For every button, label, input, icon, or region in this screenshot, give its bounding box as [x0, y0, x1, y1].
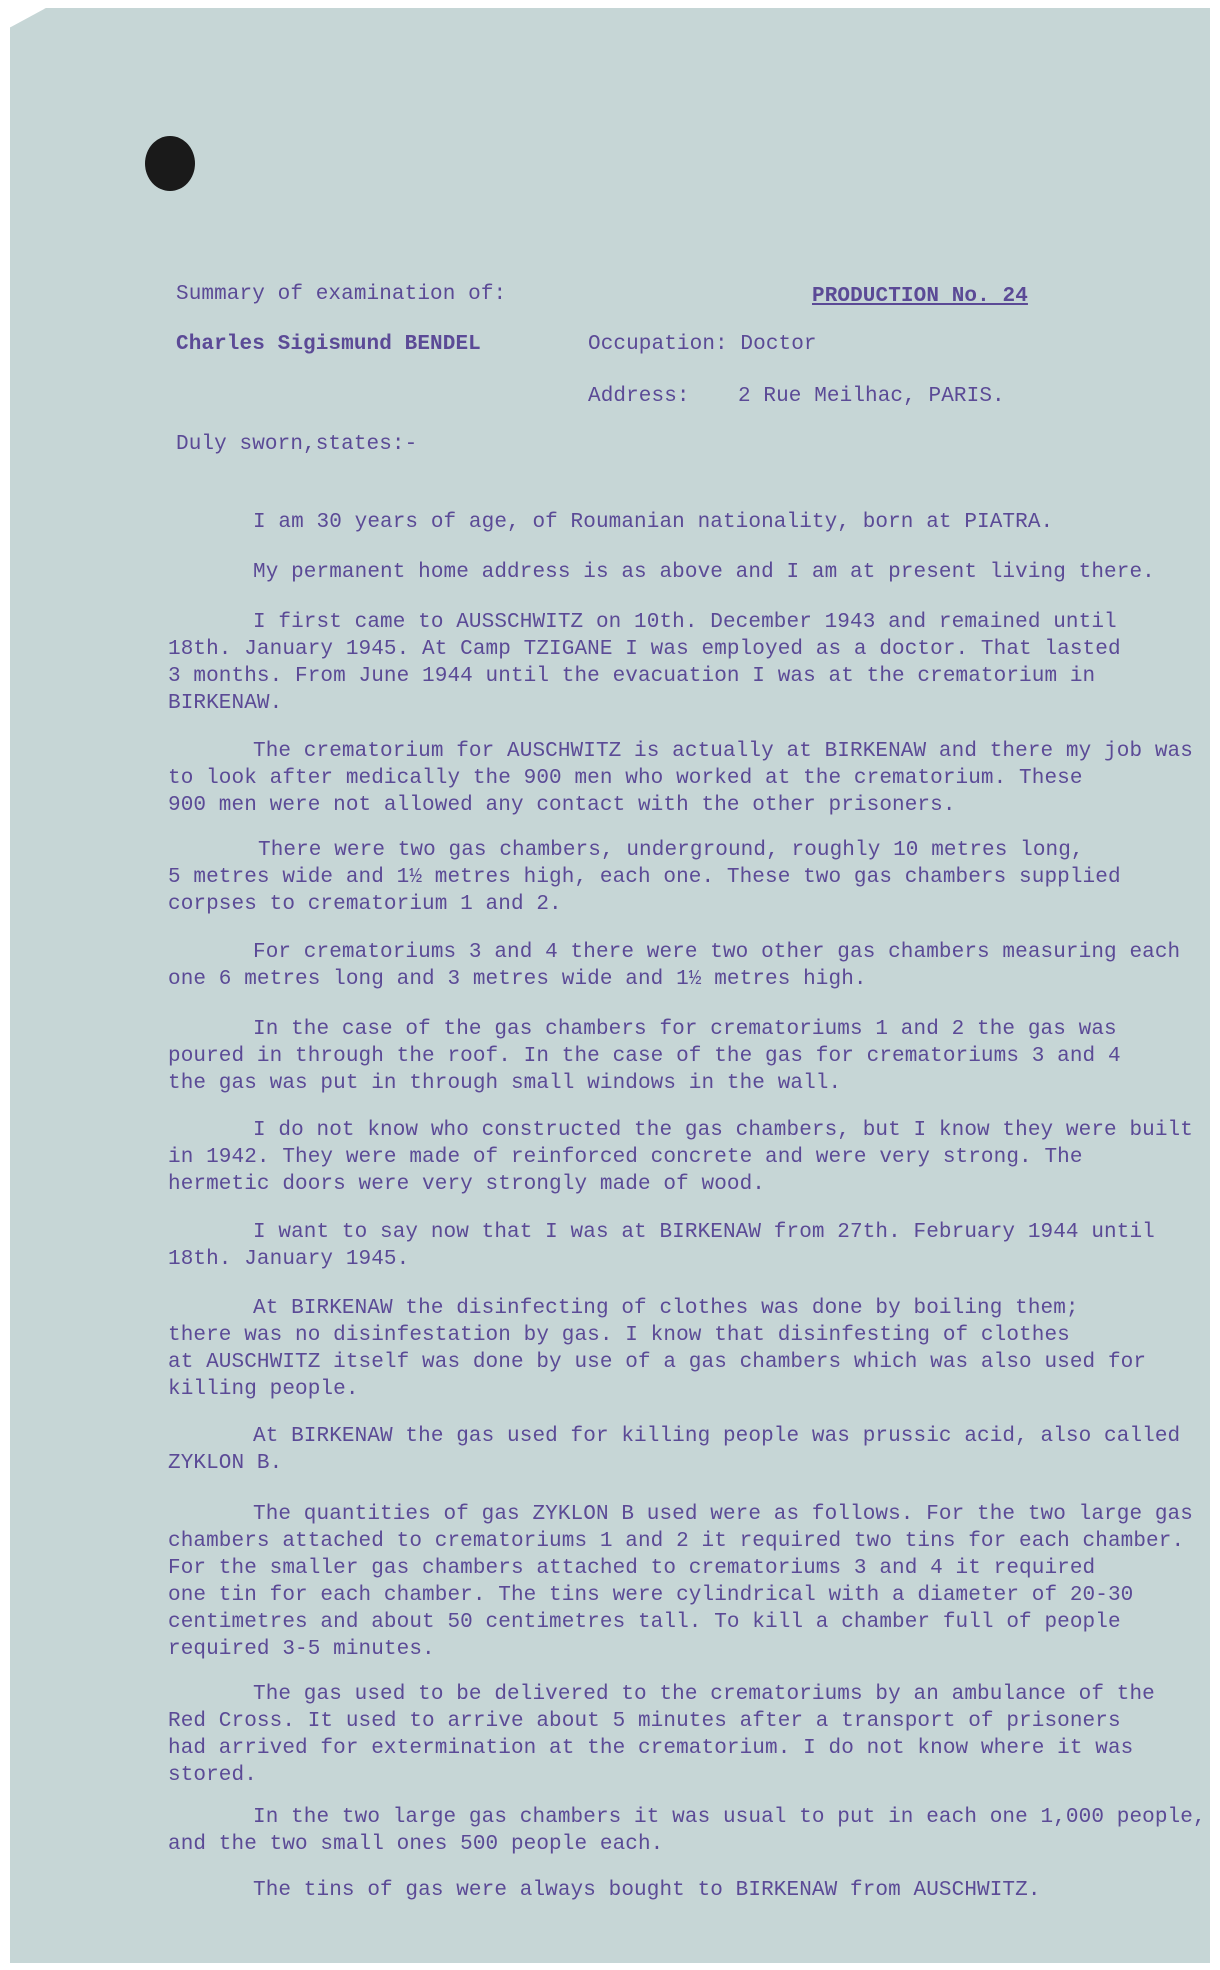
- production-number: PRODUCTION No. 24: [812, 285, 1028, 308]
- paragraph-line: corpses to crematorium 1 and 2.: [168, 893, 562, 916]
- summary-label: Summary of examination of:: [176, 283, 507, 306]
- paragraph-line: one 6 metres long and 3 metres wide and 1½ metres high.: [168, 968, 867, 991]
- paragraph-line: had arrived for extermination at the crematorium. I do not know where it was: [168, 1737, 1134, 1760]
- paragraph-line: There were two gas chambers, underground, roughly 10 metres long,: [258, 839, 1084, 862]
- paragraph-line: killing people.: [168, 1378, 359, 1401]
- paragraph-line: there was no disinfestation by gas. I know that disinfesting of clothes: [168, 1324, 1070, 1347]
- paragraph-line: I do not know who constructed the gas chambers, but I know they were built: [253, 1119, 1193, 1142]
- paragraph-line: one tin for each chamber. The tins were cylindrical with a diameter of 20-30: [168, 1584, 1134, 1607]
- paragraph-line: For the smaller gas chambers attached to crematoriums 3 and 4 it required: [168, 1557, 1096, 1580]
- paragraph-line: 18th. January 1945.: [168, 1248, 410, 1271]
- paragraph-line: to look after medically the 900 men who worked at the crematorium. These: [168, 767, 1083, 790]
- paragraph-line: required 3-5 minutes.: [168, 1638, 435, 1661]
- paragraph-line: BIRKENAW.: [168, 692, 283, 715]
- paragraph-line: I want to say now that I was at BIRKENAW from 27th. February 1944 until: [253, 1221, 1155, 1244]
- paragraph-line: At BIRKENAW the disinfecting of clothes was done by boiling them;: [253, 1297, 1079, 1320]
- paragraph-line: 3 months. From June 1944 until the evacuation I was at the crematorium in: [168, 665, 1096, 688]
- paragraph-line: centimetres and about 50 centimetres tall. To kill a chamber full of people: [168, 1611, 1121, 1634]
- paragraph-line: I am 30 years of age, of Roumanian nationality, born at PIATRA.: [253, 511, 1054, 534]
- paragraph-line: chambers attached to crematoriums 1 and 2 it required two tins for each chamber.: [168, 1530, 1185, 1553]
- paragraph-line: At BIRKENAW the gas used for killing people was prussic acid, also called: [253, 1425, 1181, 1448]
- paragraph-line: The tins of gas were always bought to BIRKENAW from AUSCHWITZ.: [253, 1879, 1041, 1902]
- paragraph-line: Red Cross. It used to arrive about 5 minutes after a transport of prisoners: [168, 1710, 1121, 1733]
- paragraph-line: 18th. January 1945. At Camp TZIGANE I was employed as a doctor. That lasted: [168, 638, 1121, 661]
- punch-hole-icon: [145, 136, 195, 191]
- paragraph-line: I first came to AUSSCHWITZ on 10th. December 1943 and remained until: [253, 611, 1117, 634]
- paragraph-line: 900 men were not allowed any contact with the other prisoners.: [168, 794, 956, 817]
- paragraph-line: stored.: [168, 1764, 257, 1787]
- paragraph-line: My permanent home address is as above and I am at present living there.: [253, 561, 1155, 584]
- paragraph-line: The gas used to be delivered to the crematoriums by an ambulance of the: [253, 1683, 1155, 1706]
- paragraph-line: hermetic doors were very strongly made of wood.: [168, 1173, 765, 1196]
- paragraph-line: 5 metres wide and 1½ metres high, each one. These two gas chambers supplied: [168, 866, 1121, 889]
- paragraph-line: In the case of the gas chambers for crematoriums 1 and 2 the gas was: [253, 1018, 1117, 1041]
- paragraph-line: in 1942. They were made of reinforced concrete and were very strong. The: [168, 1146, 1083, 1169]
- paragraph-line: and the two small ones 500 people each.: [168, 1833, 664, 1856]
- sworn-statement-intro: Duly sworn,states:-: [176, 433, 418, 456]
- paragraph-line: the gas was put in through small windows in the wall.: [168, 1072, 842, 1095]
- paragraph-line: The crematorium for AUSCHWITZ is actually at BIRKENAW and there my job was: [253, 740, 1193, 763]
- paragraph-line: at AUSCHWITZ itself was done by use of a gas chambers which was also used for: [168, 1351, 1147, 1374]
- paragraph-line: ZYKLON B.: [168, 1452, 283, 1475]
- address-value: 2 Rue Meilhac, PARIS.: [738, 385, 1005, 408]
- paragraph-line: For crematoriums 3 and 4 there were two other gas chambers measuring each: [253, 941, 1181, 964]
- witness-name: Charles Sigismund BENDEL: [176, 333, 481, 356]
- paragraph-line: In the two large gas chambers it was usual to put in each one 1,000 people,: [253, 1806, 1206, 1829]
- paragraph-line: The quantities of gas ZYKLON B used were as follows. For the two large gas: [253, 1503, 1193, 1526]
- address-label: Address:: [588, 385, 690, 408]
- paragraph-line: poured in through the roof. In the case of the gas for crematoriums 3 and 4: [168, 1045, 1121, 1068]
- occupation: Occupation: Doctor: [588, 333, 817, 356]
